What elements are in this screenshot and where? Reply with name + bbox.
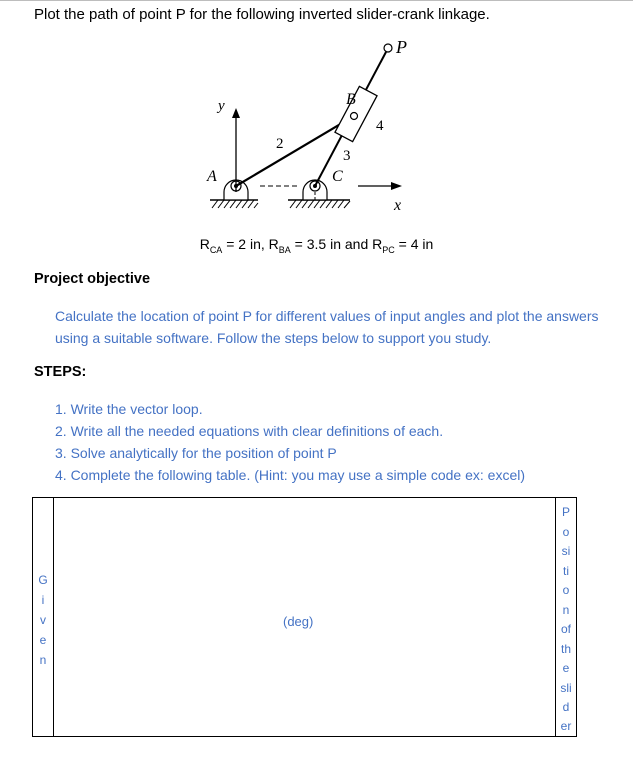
given-letter: G — [38, 573, 48, 587]
position-letter: n — [562, 603, 570, 617]
r-pc-subscript: PC — [382, 244, 395, 255]
position-letter: e — [562, 661, 570, 675]
r-pc-symbol: R — [372, 236, 383, 252]
steps-heading: STEPS: — [34, 364, 87, 380]
label-a: A — [207, 168, 217, 185]
joint-b — [351, 113, 358, 120]
angle-unit-label: (deg) — [283, 614, 314, 629]
position-letter: o — [562, 583, 570, 597]
step-item: 3. Solve analytically for the position of point P — [55, 445, 337, 461]
point-p — [384, 44, 392, 52]
step-item: 4. Complete the following table. (Hint: you may use a simple code ex: excel) — [55, 467, 526, 483]
ground-a — [210, 200, 258, 208]
y-axis-arrowhead — [232, 108, 240, 118]
position-letter: th — [560, 642, 571, 656]
given-column-header — [33, 498, 54, 736]
position-letter: er — [560, 719, 572, 733]
label-y: y — [218, 98, 225, 114]
page-title: Plot the path of point P for the following inverted slider-crank linkage. — [34, 6, 490, 23]
position-letter: P — [561, 505, 570, 519]
position-letter: si — [561, 544, 571, 558]
label-p: P — [396, 37, 407, 57]
r-ba-symbol: R — [268, 236, 279, 252]
step-item: 1. Write the vector loop. — [55, 401, 203, 417]
position-letter: sli — [560, 681, 572, 695]
given-letter: e — [39, 633, 47, 647]
label-b: B — [346, 91, 356, 108]
label-c: C — [332, 168, 343, 185]
given-letter: i — [41, 593, 45, 607]
slider-crank-diagram — [180, 34, 440, 220]
steps-list — [55, 398, 525, 486]
ground-c — [288, 200, 350, 208]
label-2: 2 — [276, 136, 284, 152]
position-letter: of — [560, 622, 571, 636]
r-ca-subscript: CA — [209, 244, 223, 255]
label-4: 4 — [376, 118, 384, 134]
given-dimensions — [0, 236, 633, 255]
position-letter: d — [562, 700, 570, 714]
label-3: 3 — [343, 148, 351, 164]
position-letter: ti — [563, 564, 569, 578]
r-pc-value: = 4 in — [394, 236, 434, 252]
x-axis-arrowhead — [391, 182, 402, 190]
given-letter: n — [39, 653, 47, 667]
r-ba-value: = 3.5 in and — [290, 236, 373, 252]
r-ca-value: = 2 in, — [222, 236, 269, 252]
objective-text: Calculate the location of point P for different values of input angles and plot the answers using a suitable software. Follow the steps below to support you study. — [55, 308, 599, 346]
step-item: 2. Write all the needed equations with clear definitions of each. — [55, 423, 444, 439]
results-table — [32, 497, 577, 737]
given-letter: v — [40, 613, 46, 627]
r-ba-subscript: BA — [278, 244, 291, 255]
objective-heading: Project objective — [34, 271, 151, 287]
position-letter: o — [562, 525, 570, 539]
position-column-header — [555, 498, 576, 736]
label-x: x — [394, 197, 402, 214]
r-ca-symbol: R — [199, 236, 210, 252]
top-divider — [0, 0, 633, 1]
